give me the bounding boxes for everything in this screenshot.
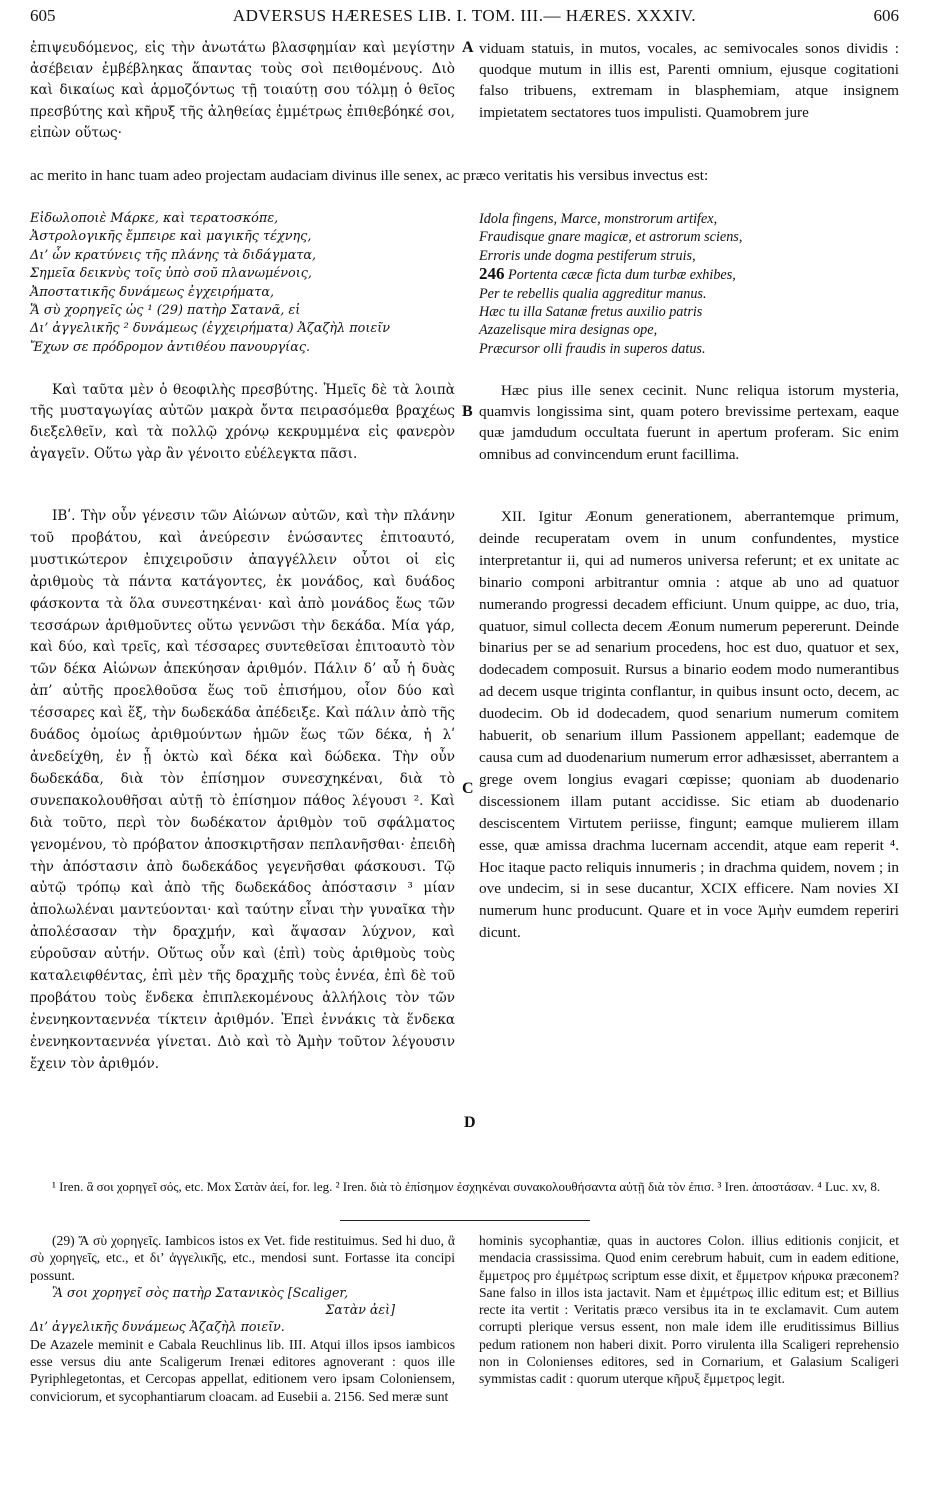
margin-letter-d: D bbox=[464, 1114, 476, 1131]
greek-verse: Εἰδωλοποιὲ Μάρκε, καὶ τερατοσκόπε, bbox=[30, 211, 279, 226]
greek-verse: Δι’ ἀγγελικῆς ² δυνάμεως (ἐγχειρήματα) Ἀζαζὴλ ποιεῖν bbox=[30, 321, 391, 337]
latin-section-12-text: XII. Igitur Æonum generationem, aberrantemque primum, deinde recuperatam ovem in unum confundentes, mystice interpretantur ii, qui ad numeros universa referunt; et ex unitate ac binario componi arbitrantur omnia : atque ab uno ad quatuor numerando progressi decadem efficiunt. Unum quippe, ac duo, tria, quatuor, simul collecta decem Æonum numerum pepererunt. Deinde binarius per se ad senarium procedens, hoc est duo, quatuor et sex, dodecadem composuit. Rursus a binario eodem modo numerantibus ad decem usque triginta conflantur, in quibus insunt octo, decem, ac duodecim. Ob id dodecadem, quod senarium numerum comitem habuerit, ob senarium illum Passionem appellant; eademque de causa cum ad duodenarium numerum error adhæsisset, aberrantem a grege ovem longius evagari cœpisse; quoniam ab duodenario discessionem illam putant accidisse. Sic etiam ab duodenario desciscentem Virtutem periisse, fingunt; eamque mulierem illam esse, quæ amissa drachma lucernam accendit, atque eam reperit ⁴. Hoc itaque pacto reliquis innumeris ; in drachma quidem, novem ; in ove undecim, si in sese ducantur, XCIX efficere. Nam novies XI numerum hunc producunt. Quare et in voce Ἀμὴν eumdem reperiri dicunt. bbox=[479, 508, 899, 942]
footnote-text: ¹ Iren. ἃ σοι χορηγεῖ σός, etc. Mox Σατὰν ἀεί, for. leg. ² Iren. διὰ τὸ ἐπίσημον ἐσχηκέναι συνακολουθήσαντα αὐτῇ διὰ τὸν ἐπισ. ³ Iren. ἀποστάσαν. ⁴ Luc. xv, 8. bbox=[52, 1179, 881, 1194]
latin-intro-text: viduam statuis, in mutos, vocales, ac semivocales sonos dividis : quodque mutum in illis est, Parenti omnium, ejusque cogitationi falso tribuens, extremam in blasphemiam, atque insignem impietatem sectatores tuos impulisti. Quamobrem jure bbox=[479, 40, 899, 121]
latin-verse: Hæc tu illa Satanæ fretus auxilio patris bbox=[479, 304, 703, 321]
divider-rule bbox=[340, 1220, 590, 1221]
greek-verse: Ἀποστατικῆς δυνάμεως ἐγχειρήματα, bbox=[30, 284, 275, 300]
footnotes bbox=[30, 1178, 899, 1196]
notes-left bbox=[30, 1232, 455, 1405]
note-continuation-text: hominis sycophantiæ, quas in auctores Colon. illius editionis conjicit, et mendacia crassissima. Quod enim cerebrum habuit, cum in eadem editione, ἔμμετρος pro ἐμμέτρως scriptum esse dixit, et ἔμμετρον κήρυκα præconem? Sane falso in illos ista jactavit. Nam et ἐμμέτρως illic editum est; et Billius recte ita vertit : Veritatis præco versibus ita in te exclamavit. Cum autem corrupti plerique versus essent, non male idem ille eruditissimus Billius pedum rationem non haberi dixit. Porro virulenta illa Scaligeri reprehensio non in Colonienses editores, sed in Cornarium, et Galasium Scaligeri symmistas cadit : quorum uterque κῆρυξ ἔμμετρος legit. bbox=[479, 1233, 899, 1387]
greek-verse: Δι’ ὧν κρατύνεις τῆς πλάνης τὰ διδάγματα, bbox=[30, 247, 317, 263]
page-number-right: 606 bbox=[873, 6, 899, 25]
greek-verses bbox=[30, 210, 470, 357]
note-azazel-text: De Azazele meminit e Cabala Reuchlinus lib. III. Atqui illos ipsos iambicos esse versus diu ante Scaligerum Irenæi editores agnoverant : quos ille Pyriphlegetontas, et Cercopas appellat, editionem vero ipsam Coloniensem, conviciorum, et sycophantiarum cloacam. ad Eusebii a. 2156. Sed meræ sunt bbox=[30, 1336, 455, 1404]
latin-verse: Idola fingens, Marce, monstrorum artifex, bbox=[479, 211, 718, 227]
latin-verse: Præcursor olli fraudis in superos datus. bbox=[479, 340, 706, 357]
latin-section-12 bbox=[479, 506, 899, 944]
greek-intro-text: ἐπιψευδόμενος, εἰς τὴν ἀνωτάτω βλασφημίαν καὶ μεγίστην ἀσέβειαν ἐμβέβληκας ἅπαντας τοὺς σοὶ πειθομένους. Διὸ καὶ δικαίως καὶ ἁρμοζόντως τῇ τοιαύτῃ σου τόλμῃ ὁ θεῖος πρεσβύτης καὶ κῆρυξ τῆς ἀληθείας ἐμμέτρως ἐπιθεβόηκέ σοι, εἰπὼν οὕτως· bbox=[30, 40, 455, 141]
greek-verse: Ἔχων σε πρόδρομον ἀντιθέου πανουργίας. bbox=[30, 339, 311, 355]
latin-conclusion bbox=[479, 380, 899, 465]
latin-verse: Azazelisque mira designas ope, bbox=[479, 322, 658, 339]
margin-letter-b: B bbox=[462, 403, 473, 420]
greek-section-12 bbox=[30, 506, 455, 1076]
greek-verse: Ἅ σὺ χορηγεῖς ὡς ¹ (29) πατὴρ Σατανᾶ, εἰ bbox=[30, 303, 301, 319]
running-title: ADVERSUS HÆRESES LIB. I. TOM. III.— HÆRES. XXXIV. bbox=[232, 6, 697, 25]
margin-letter-a: A bbox=[462, 39, 474, 56]
running-header bbox=[30, 6, 899, 32]
latin-verse: Erroris unde dogma pestiferum struis, bbox=[479, 247, 696, 264]
latin-intro bbox=[479, 38, 899, 123]
note-29-text: (29) Ἅ σὺ χορηγεῖς. Iambicos istos ex Vet. fide restituimus. Sed hi duo, ἃ σὺ χορηγεῖς, etc., et δι’ ἀγγελικῆς, etc., mendosi sunt. Fortasse ita concipi possunt. bbox=[30, 1233, 455, 1283]
greek-section-12-text: ΙΒʹ. Τὴν οὖν γένεσιν τῶν Αἰώνων αὐτῶν, καὶ τὴν πλάνην τοῦ προβάτου, καὶ ἀνεύρεσιν ἑνώσαντες ἐπιτοαυτό, μυστικώτερον ἐπιχειροῦσιν ἀπαγγέλλειν οὗτοι οἱ εἰς ἀριθμοὺς τὰ πάντα κατάγοντες, ἐκ μονάδος, καὶ δυάδος φάσκοντα τὰ ὅλα συνεστηκέναι· καὶ ἀπὸ μονάδος ἕως τῶν τεσσάρων ἀριθμοῦντες οὕτω γεννῶσι τὴν δεκάδα. Μία γάρ, καὶ δύο, καὶ τρεῖς, καὶ τέσσαρες συντεθεῖσαι ἐπιτοαυτὸ τὸν τῶν δέκα Αἰώνων ἀπεκύησαν ἀριθμόν. Πάλιν δ’ αὖ ἡ δυὰς ἀπ’ αὐτῆς προελθοῦσα ἕως τοῦ ἐπισήμου, οἷον δύο καὶ τέσσαρες καὶ ἕξ, τὴν δωδεκάδα ἀπέδειξε. Καὶ πάλιν ἀπὸ τῆς δυάδος ὁμοίως ἀριθμούντων ἡμῶν ἕως τῶν δέκα, ἡ λʹ ἀνεδείχθη, ἐν ᾗ ὀκτὼ καὶ δέκα καὶ δώδεκα. Τὴν οὖν δωδεκάδα, διὰ τὸν ἐπίσημον συνεσχηκέναι, διὰ τὸ συνεπακολουθῆσαι αὐτῇ τὸ ἐπίσημον πάθος λέγουσι ². Καὶ διὰ τοῦτο, περὶ τὸν δωδέκατον ἀριθμὸν τοῦ σφάλματος γενομένου, τὸ πρόβατον ἀποσκιρτῆσαν πεπλανῆσθαι· ἐπειδὴ τὴν ἀπόστασιν ἀπὸ δωδεκάδος γεγενῆσθαι φάσκουσι. Τῷ αὐτῷ τρόπῳ καὶ ἀπὸ τῆς δωδεκάδος ἀπόστασιν ³ μίαν ἀπολωλέναι μαντεύονται· καὶ ταύτην εἶναι τὴν γυναῖκα τὴν ἀπολέσασαν τὴν δραχμήν, καὶ ἅψασαν λύχνον, καὶ εὑροῦσαν αὐτήν. Οὕτως οὖν καὶ (ἐπὶ) τοὺς ἀριθμοὺς τοὺς καταλειφθέντας, ἐπὶ μὲν τῆς δραχμῆς τοὺς ἐννέα, ἐπὶ δὲ τοῦ προβάτου τοὺς ἕνδεκα ἐπιπλεκομένους ἀλλήλοις τὸν τῶν ἐνενηκονταεννέα τίκτειν ἀριθμόν. Ἐπεὶ ἐννάκις τὰ ἕνδεκα ἐνενηκονταεννέα γίνεται. Διὸ καὶ τὸ Ἀμὴν τοῦτον λέγουσιν ἔχειν τὸν ἀριθμόν. bbox=[30, 508, 455, 1072]
latin-verse: 246 Portenta cæcæ ficta dum turbæ exhibes, bbox=[479, 264, 736, 284]
latin-conclusion-text: Hæc pius ille senex cecinit. Nunc reliqua istorum mysteria, quamvis longissima sint, quam potero brevissime pertexam, eaque quæ jamdudum occultata fuerunt in apertum proferam. Sic enim omnibus ad convincendum erunt facillima. bbox=[479, 382, 899, 463]
margin-number: 246 bbox=[479, 264, 505, 284]
greek-conclusion bbox=[30, 380, 455, 465]
latin-verses bbox=[479, 210, 899, 358]
greek-verse: Σημεῖα δεικνὺς τοῖς ὑπὸ σοῦ πλανωμένοις, bbox=[30, 266, 312, 282]
note-verse-2: Δι’ ἀγγελικῆς δυνάμεως Ἀζαζὴλ ποιεῖν. bbox=[30, 1319, 285, 1335]
latin-verse: Per te rebellis qualia aggreditur manus. bbox=[479, 285, 707, 302]
greek-intro bbox=[30, 38, 455, 144]
note-verse-1: Ἃ σοι χορηγεῖ σὸς πατὴρ Σατανικὸς [Scaliger, bbox=[52, 1284, 349, 1300]
page-number-left: 605 bbox=[30, 6, 56, 25]
notes-right bbox=[479, 1232, 899, 1388]
margin-letter-c: C bbox=[462, 780, 474, 797]
greek-conclusion-text: Καὶ ταῦτα μὲν ὁ θεοφιλὴς πρεσβύτης. Ἡμεῖς δὲ τὰ λοιπὰ τῆς μυσταγωγίας αὐτῶν μακρὰ ὄντα πειρασόμεθα βραχέως διεξελθεῖν, καὶ τὰ πολλῷ χρόνῳ κεκρυμμένα εἰς φανερὸν ἀγαγεῖν. Οὕτω γὰρ ἂν γένοιτο εὐέλεγκτα πᾶσι. bbox=[30, 382, 455, 462]
greek-verse: Ἀστρολογικῆς ἔμπειρε καὶ μαγικῆς τέχνης, bbox=[30, 229, 312, 245]
transition-text: ac merito in hanc tuam adeo projectam audaciam divinus ille senex, ac præco veritatis his versibus invectus est: bbox=[30, 167, 709, 184]
latin-verse: Fraudisque gnare magicæ, et astrorum sciens, bbox=[479, 229, 743, 246]
note-verse-1b: Σατὰν ἀεὶ] bbox=[325, 1302, 395, 1318]
transition-line bbox=[30, 165, 899, 186]
